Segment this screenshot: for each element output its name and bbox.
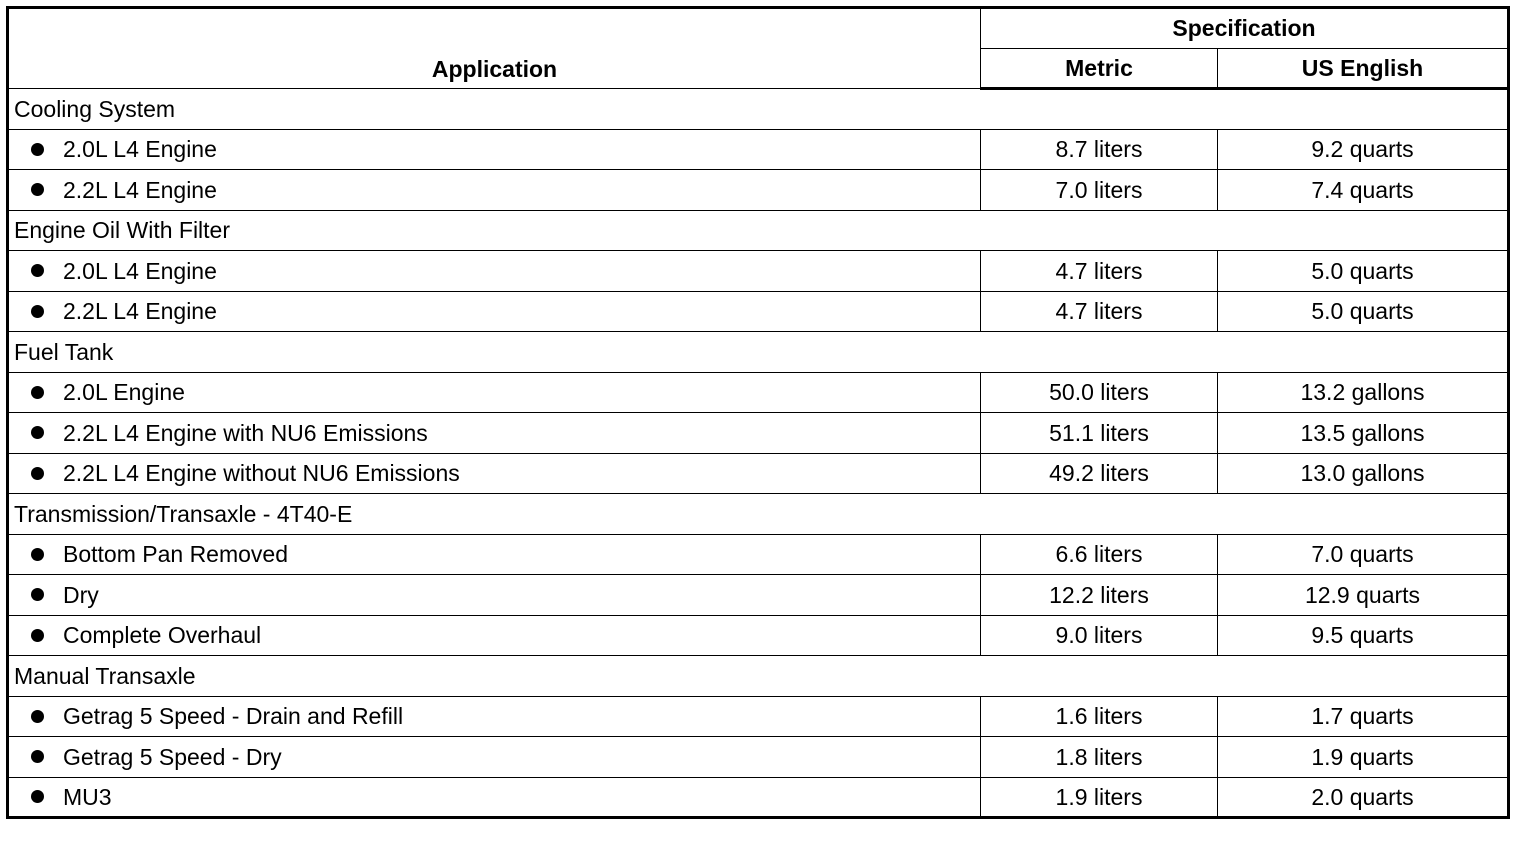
us-english-value-cell: 9.5 quarts — [1218, 615, 1509, 656]
us-english-column-header: US English — [1218, 48, 1509, 89]
metric-value-cell: 6.6 liters — [981, 534, 1218, 575]
application-cell — [8, 534, 981, 575]
specification-column-header: Specification — [981, 8, 1509, 49]
group-row — [8, 89, 1509, 130]
metric-value-cell: 51.1 liters — [981, 413, 1218, 454]
item-label: 2.2L L4 Engine — [63, 298, 217, 325]
item-label: Getrag 5 Speed - Drain and Refill — [63, 703, 404, 730]
item-label: 2.2L L4 Engine — [63, 176, 217, 203]
us-english-value-cell: 2.0 quarts — [1218, 777, 1509, 818]
bullet-icon — [31, 305, 44, 318]
us-english-value-cell: 5.0 quarts — [1218, 291, 1509, 332]
table-row — [8, 575, 1509, 616]
application-cell — [8, 372, 981, 413]
item-label: 2.2L L4 Engine without NU6 Emissions — [63, 460, 460, 487]
table-header — [8, 8, 1509, 89]
bullet-icon — [31, 629, 44, 642]
table-row — [8, 291, 1509, 332]
metric-value-cell: 9.0 liters — [981, 615, 1218, 656]
application-cell — [8, 737, 981, 778]
bullet-icon — [31, 386, 44, 399]
bullet-icon — [31, 183, 44, 196]
application-cell — [8, 129, 981, 170]
group-row — [8, 656, 1509, 697]
us-english-value-cell: 1.7 quarts — [1218, 696, 1509, 737]
group-row — [8, 332, 1509, 373]
us-english-value-cell: 12.9 quarts — [1218, 575, 1509, 616]
application-cell — [8, 575, 981, 616]
application-cell — [8, 251, 981, 292]
metric-value-cell: 1.8 liters — [981, 737, 1218, 778]
metric-value-cell: 4.7 liters — [981, 251, 1218, 292]
capacities-spec-table — [6, 6, 1510, 819]
group-label: Transmission/Transaxle - 4T40-E — [8, 494, 1509, 535]
us-english-value-cell: 13.5 gallons — [1218, 413, 1509, 454]
item-label: 2.0L L4 Engine — [63, 257, 217, 284]
group-label: Engine Oil With Filter — [8, 210, 1509, 251]
metric-value-cell: 50.0 liters — [981, 372, 1218, 413]
bullet-icon — [31, 467, 44, 480]
group-label: Cooling System — [8, 89, 1509, 130]
table-row — [8, 129, 1509, 170]
metric-column-header: Metric — [981, 48, 1218, 89]
application-cell — [8, 453, 981, 494]
table-row — [8, 615, 1509, 656]
application-cell — [8, 696, 981, 737]
item-label: 2.0L Engine — [63, 379, 185, 406]
group-row — [8, 210, 1509, 251]
bullet-icon — [31, 750, 44, 763]
bullet-icon — [31, 264, 44, 277]
table-row — [8, 737, 1509, 778]
item-label: MU3 — [63, 783, 112, 810]
metric-value-cell: 12.2 liters — [981, 575, 1218, 616]
item-label: Complete Overhaul — [63, 622, 262, 649]
metric-value-cell: 7.0 liters — [981, 170, 1218, 211]
bullet-icon — [31, 710, 44, 723]
table-body — [8, 89, 1509, 818]
item-label: Bottom Pan Removed — [63, 541, 289, 568]
bullet-icon — [31, 588, 44, 601]
group-label: Manual Transaxle — [8, 656, 1509, 697]
table-row — [8, 453, 1509, 494]
metric-value-cell: 1.6 liters — [981, 696, 1218, 737]
application-cell — [8, 170, 981, 211]
application-cell — [8, 413, 981, 454]
item-label: 2.2L L4 Engine with NU6 Emissions — [63, 419, 428, 446]
item-label: Getrag 5 Speed - Dry — [63, 743, 282, 770]
application-cell — [8, 615, 981, 656]
us-english-value-cell: 1.9 quarts — [1218, 737, 1509, 778]
table-row — [8, 372, 1509, 413]
us-english-value-cell: 7.4 quarts — [1218, 170, 1509, 211]
application-cell — [8, 777, 981, 818]
metric-value-cell: 49.2 liters — [981, 453, 1218, 494]
metric-value-cell: 4.7 liters — [981, 291, 1218, 332]
bullet-icon — [31, 426, 44, 439]
application-column-header: Application — [8, 8, 981, 89]
table-row — [8, 170, 1509, 211]
item-label: 2.0L L4 Engine — [63, 136, 217, 163]
table-row — [8, 413, 1509, 454]
table-row — [8, 696, 1509, 737]
table-row — [8, 251, 1509, 292]
item-label: Dry — [63, 581, 99, 608]
bullet-icon — [31, 790, 44, 803]
application-cell — [8, 291, 981, 332]
us-english-value-cell: 13.0 gallons — [1218, 453, 1509, 494]
us-english-value-cell: 5.0 quarts — [1218, 251, 1509, 292]
metric-value-cell: 1.9 liters — [981, 777, 1218, 818]
table-row — [8, 777, 1509, 818]
us-english-value-cell: 9.2 quarts — [1218, 129, 1509, 170]
bullet-icon — [31, 143, 44, 156]
table-row — [8, 534, 1509, 575]
metric-value-cell: 8.7 liters — [981, 129, 1218, 170]
us-english-value-cell: 13.2 gallons — [1218, 372, 1509, 413]
us-english-value-cell: 7.0 quarts — [1218, 534, 1509, 575]
bullet-icon — [31, 548, 44, 561]
group-row — [8, 494, 1509, 535]
group-label: Fuel Tank — [8, 332, 1509, 373]
